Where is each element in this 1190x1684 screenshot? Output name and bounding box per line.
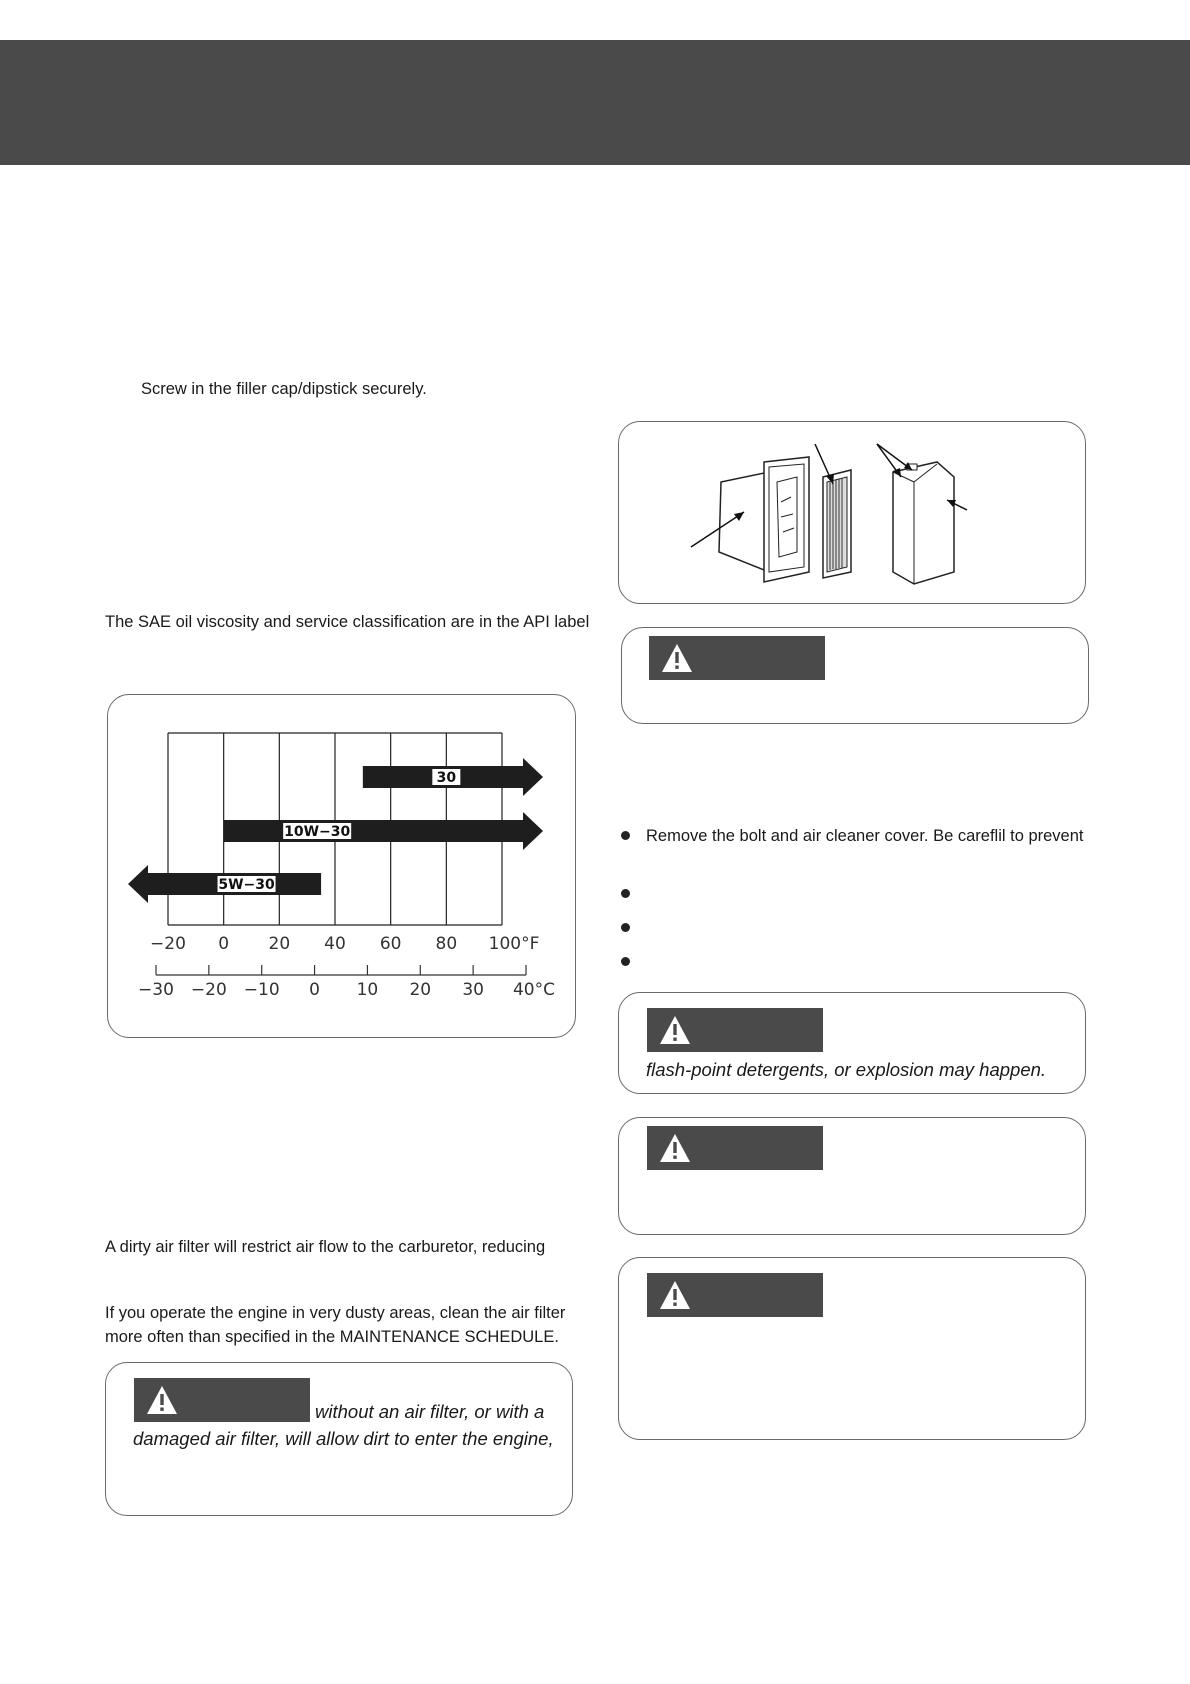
arrow-label: 10W−30	[284, 824, 351, 840]
viscosity-chart-box	[107, 694, 576, 1038]
warning-box-2	[618, 992, 1086, 1094]
celsius-tick-label: 0	[309, 980, 320, 1000]
celsius-tick-label: −10	[243, 980, 280, 1000]
warning-triangle-icon	[658, 1014, 692, 1046]
warning-tag	[647, 1273, 823, 1317]
warning-triangle-icon	[658, 1279, 692, 1311]
filter-notice-box	[105, 1362, 573, 1516]
warning-tag	[649, 636, 825, 680]
oil-grade-arrow	[224, 812, 543, 850]
filler-cap-text: Screw in the filler cap/dipstick securely.	[141, 380, 427, 398]
warning-tag	[647, 1126, 823, 1170]
fahrenheit-tick-label: 100°F	[488, 934, 540, 954]
warning-triangle-icon	[660, 642, 694, 674]
warning-box-3	[618, 1117, 1086, 1235]
celsius-tick-label: 20	[409, 980, 432, 1000]
fahrenheit-tick-label: 80	[435, 934, 458, 954]
celsius-tick-label: 40°C	[512, 980, 556, 1000]
celsius-tick-label: −30	[138, 980, 174, 1000]
warning-triangle-icon	[145, 1384, 179, 1416]
celsius-tick-label: 10	[356, 980, 379, 1000]
air-cleaner-exploded-illustration	[619, 422, 1085, 602]
warning-tag	[134, 1378, 310, 1422]
celsius-tick-label: 30	[462, 980, 484, 1000]
fahrenheit-tick-label: 40	[324, 934, 346, 954]
warning-triangle-icon	[658, 1132, 692, 1164]
warning-box-1	[621, 627, 1089, 724]
fahrenheit-tick-label: −20	[150, 934, 186, 954]
fahrenheit-tick-label: 60	[379, 934, 402, 954]
warning-text: flash-point detergents, or explosion may happen.	[646, 1059, 1047, 1080]
oil-grade-arrow	[128, 865, 321, 903]
dusty-text-line2: more often than specified in the MAINTENANCE SCHEDULE.	[105, 1328, 559, 1346]
bullet-point	[621, 831, 630, 840]
sae-text: The SAE oil viscosity and service classification are in the API label	[105, 613, 590, 631]
bullet-point	[621, 957, 630, 966]
dusty-text-line1: If you operate the engine in very dusty areas, clean the air filter	[105, 1304, 566, 1322]
header-bar	[0, 40, 1190, 165]
arrow-label: 30	[436, 770, 457, 786]
warning-box-4	[618, 1257, 1086, 1440]
arrow-label: 5W−30	[218, 877, 275, 893]
celsius-tick-label: −20	[190, 980, 227, 1000]
notice-line1: without an air filter, or with a	[315, 1401, 545, 1422]
oil-grade-arrow	[363, 758, 543, 796]
viscosity-chart	[108, 695, 574, 1035]
air-cleaner-image-box	[618, 421, 1086, 604]
arrow-shape	[224, 812, 543, 850]
fahrenheit-tick-label: 20	[268, 934, 291, 954]
remove-bolt-text: Remove the bolt and air cleaner cover. Be careflil to prevent	[646, 827, 1084, 845]
warning-tag	[647, 1008, 823, 1052]
notice-line2: damaged air filter, will allow dirt to enter the engine,	[133, 1428, 554, 1449]
dirty-filter-text: A dirty air filter will restrict air flow to the carburetor, reducing	[105, 1238, 546, 1256]
bullet-point	[621, 889, 630, 898]
bullet-point	[621, 923, 630, 932]
fahrenheit-tick-label: 0	[218, 934, 230, 954]
